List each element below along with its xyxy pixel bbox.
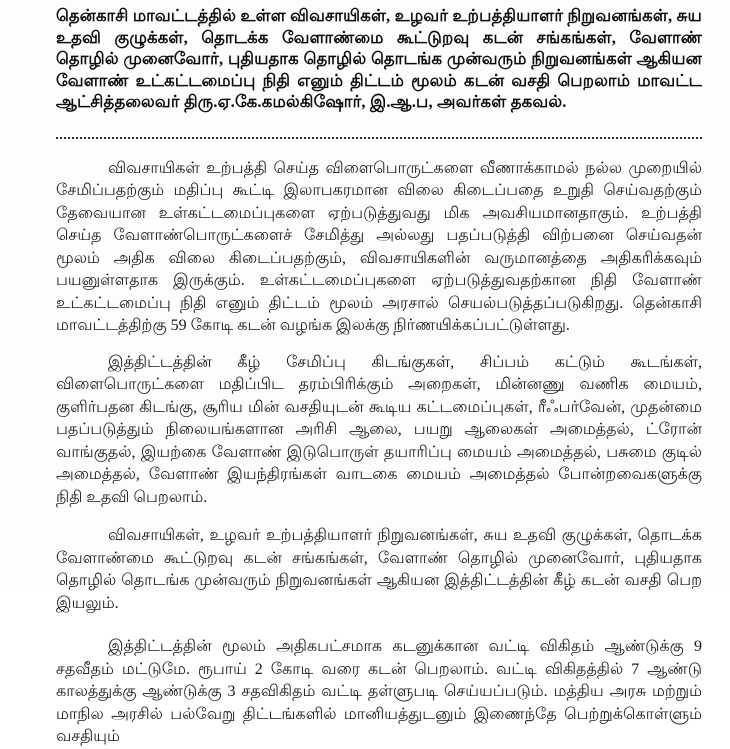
body-paragraph-2: இத்திட்டத்தின் கீழ் சேமிப்பு கிடங்குகள், சிப்பம் கட்டும் கூடங்கள், விளைபொருட்களை மதிப்பிட தரம்பிரிக்கும் அறைகள், மின்னணு வணிக மையம், குளிர்பதன கிடங்கு, சூரிய மின் வசதியுடன் கூடிய கட்டமைப்புகள், ரீஃபர்வேன், முதன்மை பதப்படுத்தும் நிலையங்களான அரிசி ஆலை, பயறு ஆலைகள் அமைத்தல், ட்ரோன் வாங்குதல், இயற்கை வேளாண் இடுபொருள் தயாரிப்பு மையம் அமைத்தல், பசுமை குடில் அமைத்தல், வேளாண் இயந்திரங்கள் வாடகை மையம் அமைத்தல் போன்றவைகளுக்கு நிதி உதவி பெறலாம். bbox=[56, 353, 702, 506]
dotted-separator-line bbox=[56, 137, 702, 139]
body-paragraph-1: விவசாயிகள் உற்பத்தி செய்த விளைபொருட்களை வீணாக்காமல் நல்ல முறையில் சேமிப்பதற்கும் மதிப்பு கூட்டி இலாபகரமான விலை கிடைப்பதை உறுதி செய்வதற்கும் தேவையான உள்கட்டமைப்புகளை ஏற்படுத்துவது மிக அவசியமானதாகும். உற்பத்தி செய்த வேளாண்பொருட்களைச் சேமித்து அல்லது பதப்படுத்தி விற்பனை செய்வதன் மூலம் அதிக விலை கிடைப்பதற்கும், விவசாயிகளின் வருமானத்தை அதிகரிக்கவும் பயனுள்ளதாக இருக்கும். உள்கட்டமைப்புகளை ஏற்படுத்துவதற்கான நிதி வேளாண் உட்கட்டமைப்பு நிதி எனும் திட்டம் மூலம் அரசால் செயல்படுத்தப்படுகிறது. தென்காசி மாவட்டத்திற்கு 59 கோடி கடன் வழங்க இலக்கு நிர்ணயிக்கப்பட்டுள்ளது. bbox=[56, 159, 702, 334]
body-paragraph-3: விவசாயிகள், உழவர் உற்பத்தியாளர் நிறுவனங்கள், சுய உதவி குழுக்கள், தொடக்க வேளாண்மை கூட்டுறவு கடன் சங்கங்கள், வேளாண் தொழில் முனைவோர், புதியதாக தொழில் தொடங்க முன்வரும் நிறுவனங்கள் ஆகியன இத்திட்டத்தின் கீழ் கடன் வசதி பெற இயலும். bbox=[56, 527, 702, 612]
body-paragraph-4: இத்திட்டத்தின் மூலம் அதிகபட்சமாக கடனுக்கான வட்டி விகிதம் ஆண்டுக்கு 9 சதவீதம் மட்டுமே. ரூபாய் 2 கோடி வரை கடன் பெறலாம். வட்டி விகிதத்தில் 7 ஆண்டு காலத்துக்கு ஆண்டுக்கு 3 சதவிகிதம் வட்டி தள்ளுபடி செய்யப்படும். மத்திய அரசு மற்றும் மாநில அரசில் பல்வேறு திட்டங்களில் மானியத்துடனும் இணைந்தே பெற்றுக்கொள்ளும் வசதியும் bbox=[56, 638, 703, 745]
lead-paragraph: தென்காசி மாவட்டத்தில் உள்ள விவசாயிகள், உழவர் உற்பத்தியாளர் நிறுவனங்கள், சுய உதவி குழுக்கள், தொடக்க வேளாண்மை கூட்டுறவு கடன் சங்கங்கள், வேளாண் தொழில் முனைவோர், புதியதாக தொழில் தொடங்க முன்வரும் நிறுவனங்கள் ஆகியன வேளாண் உட்கட்டமைப்பு நிதி எனும் திட்டம் மூலம் கடன் வசதி பெறலாம் மாவட்ட ஆட்சித்தலைவர் திரு.ஏ.கே.கமல்கிஷோர், இ.ஆ.ப, அவர்கள் தகவல். bbox=[56, 6, 702, 111]
